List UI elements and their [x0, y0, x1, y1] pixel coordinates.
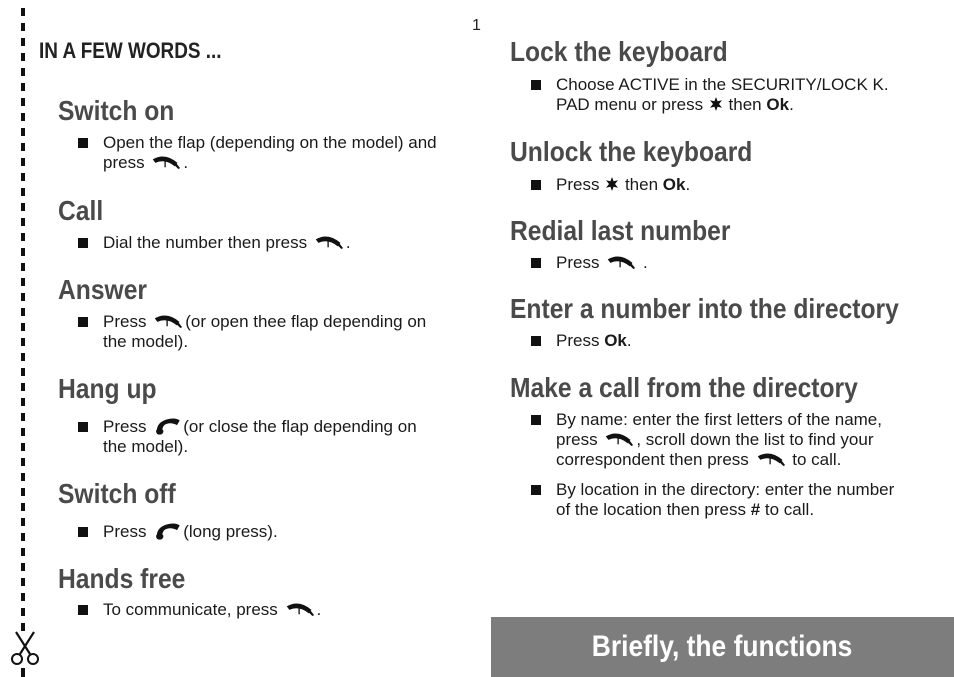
section-title: Lock the keyboard: [510, 36, 728, 67]
list-item: Press .: [510, 253, 930, 273]
section-title: Make a call from the directory: [510, 372, 858, 403]
phone-hangup-icon: [153, 416, 181, 436]
list-item: Dial the number then press .: [58, 233, 458, 253]
section-title: Switch on: [58, 95, 175, 126]
phone-pickup-icon: [756, 450, 786, 468]
list-item: By location in the directory: enter the number of the location then press # to call.: [510, 480, 930, 520]
section-title: Hands free: [58, 563, 186, 594]
section-switch-on: [58, 94, 458, 194]
section-title: Switch off: [58, 478, 176, 509]
list-item: Press then Ok.: [510, 175, 930, 195]
chapter-banner: [491, 617, 954, 677]
section-title: Call: [58, 195, 104, 226]
page-number: 1: [472, 17, 481, 34]
section-redial: [510, 214, 930, 292]
list-item: Press (long press).: [58, 522, 458, 542]
list-item: Press (or close the flap depending on the model).: [58, 417, 458, 457]
phone-pickup-icon: [285, 600, 315, 618]
section-title: Enter a number into the directory: [510, 293, 899, 324]
section-title: Unlock the keyboard: [510, 136, 753, 167]
list-item: Press (or open thee flap depending on the model).: [58, 312, 458, 352]
phone-hangup-icon: [153, 521, 181, 541]
list-item: To communicate, press .: [58, 600, 458, 620]
section-switch-off: [58, 477, 458, 562]
phone-pickup-icon: [314, 233, 344, 251]
phone-pickup-icon: [153, 312, 183, 330]
banner-title: Briefly, the functions: [592, 630, 853, 663]
section-unlock-keyboard: [510, 135, 930, 214]
section-title: Hang up: [58, 373, 157, 404]
section-make-call: [510, 371, 930, 520]
intro-heading: IN A FEW WORDS ...: [39, 38, 222, 63]
scissors-icon: [8, 630, 42, 666]
section-hands-free: [58, 562, 458, 620]
left-column: [58, 94, 458, 620]
phone-pickup-icon: [604, 430, 634, 448]
section-enter-number: [510, 292, 930, 371]
section-title: Answer: [58, 274, 148, 305]
section-call: [58, 194, 458, 273]
list-item: Press Ok.: [510, 331, 930, 351]
right-column: [510, 35, 930, 520]
list-item: Choose ACTIVE in the SECURITY/LOCK K. PAD menu or press then Ok.: [510, 75, 930, 115]
list-item: Open the flap (depending on the model) and press .: [58, 133, 458, 173]
cut-line-end: [21, 668, 25, 677]
section-title: Redial last number: [510, 215, 731, 246]
star-key-icon: [605, 177, 619, 191]
section-answer: [58, 273, 458, 372]
star-key-icon: [709, 97, 723, 111]
section-hang-up: [58, 372, 458, 477]
phone-pickup-icon: [606, 253, 636, 271]
phone-pickup-icon: [151, 153, 181, 171]
section-lock-keyboard: [510, 35, 930, 135]
list-item: By name: enter the first letters of the name, press , scroll down the list to find your correspondent then press to call.: [510, 410, 930, 470]
cut-line: [21, 8, 25, 634]
